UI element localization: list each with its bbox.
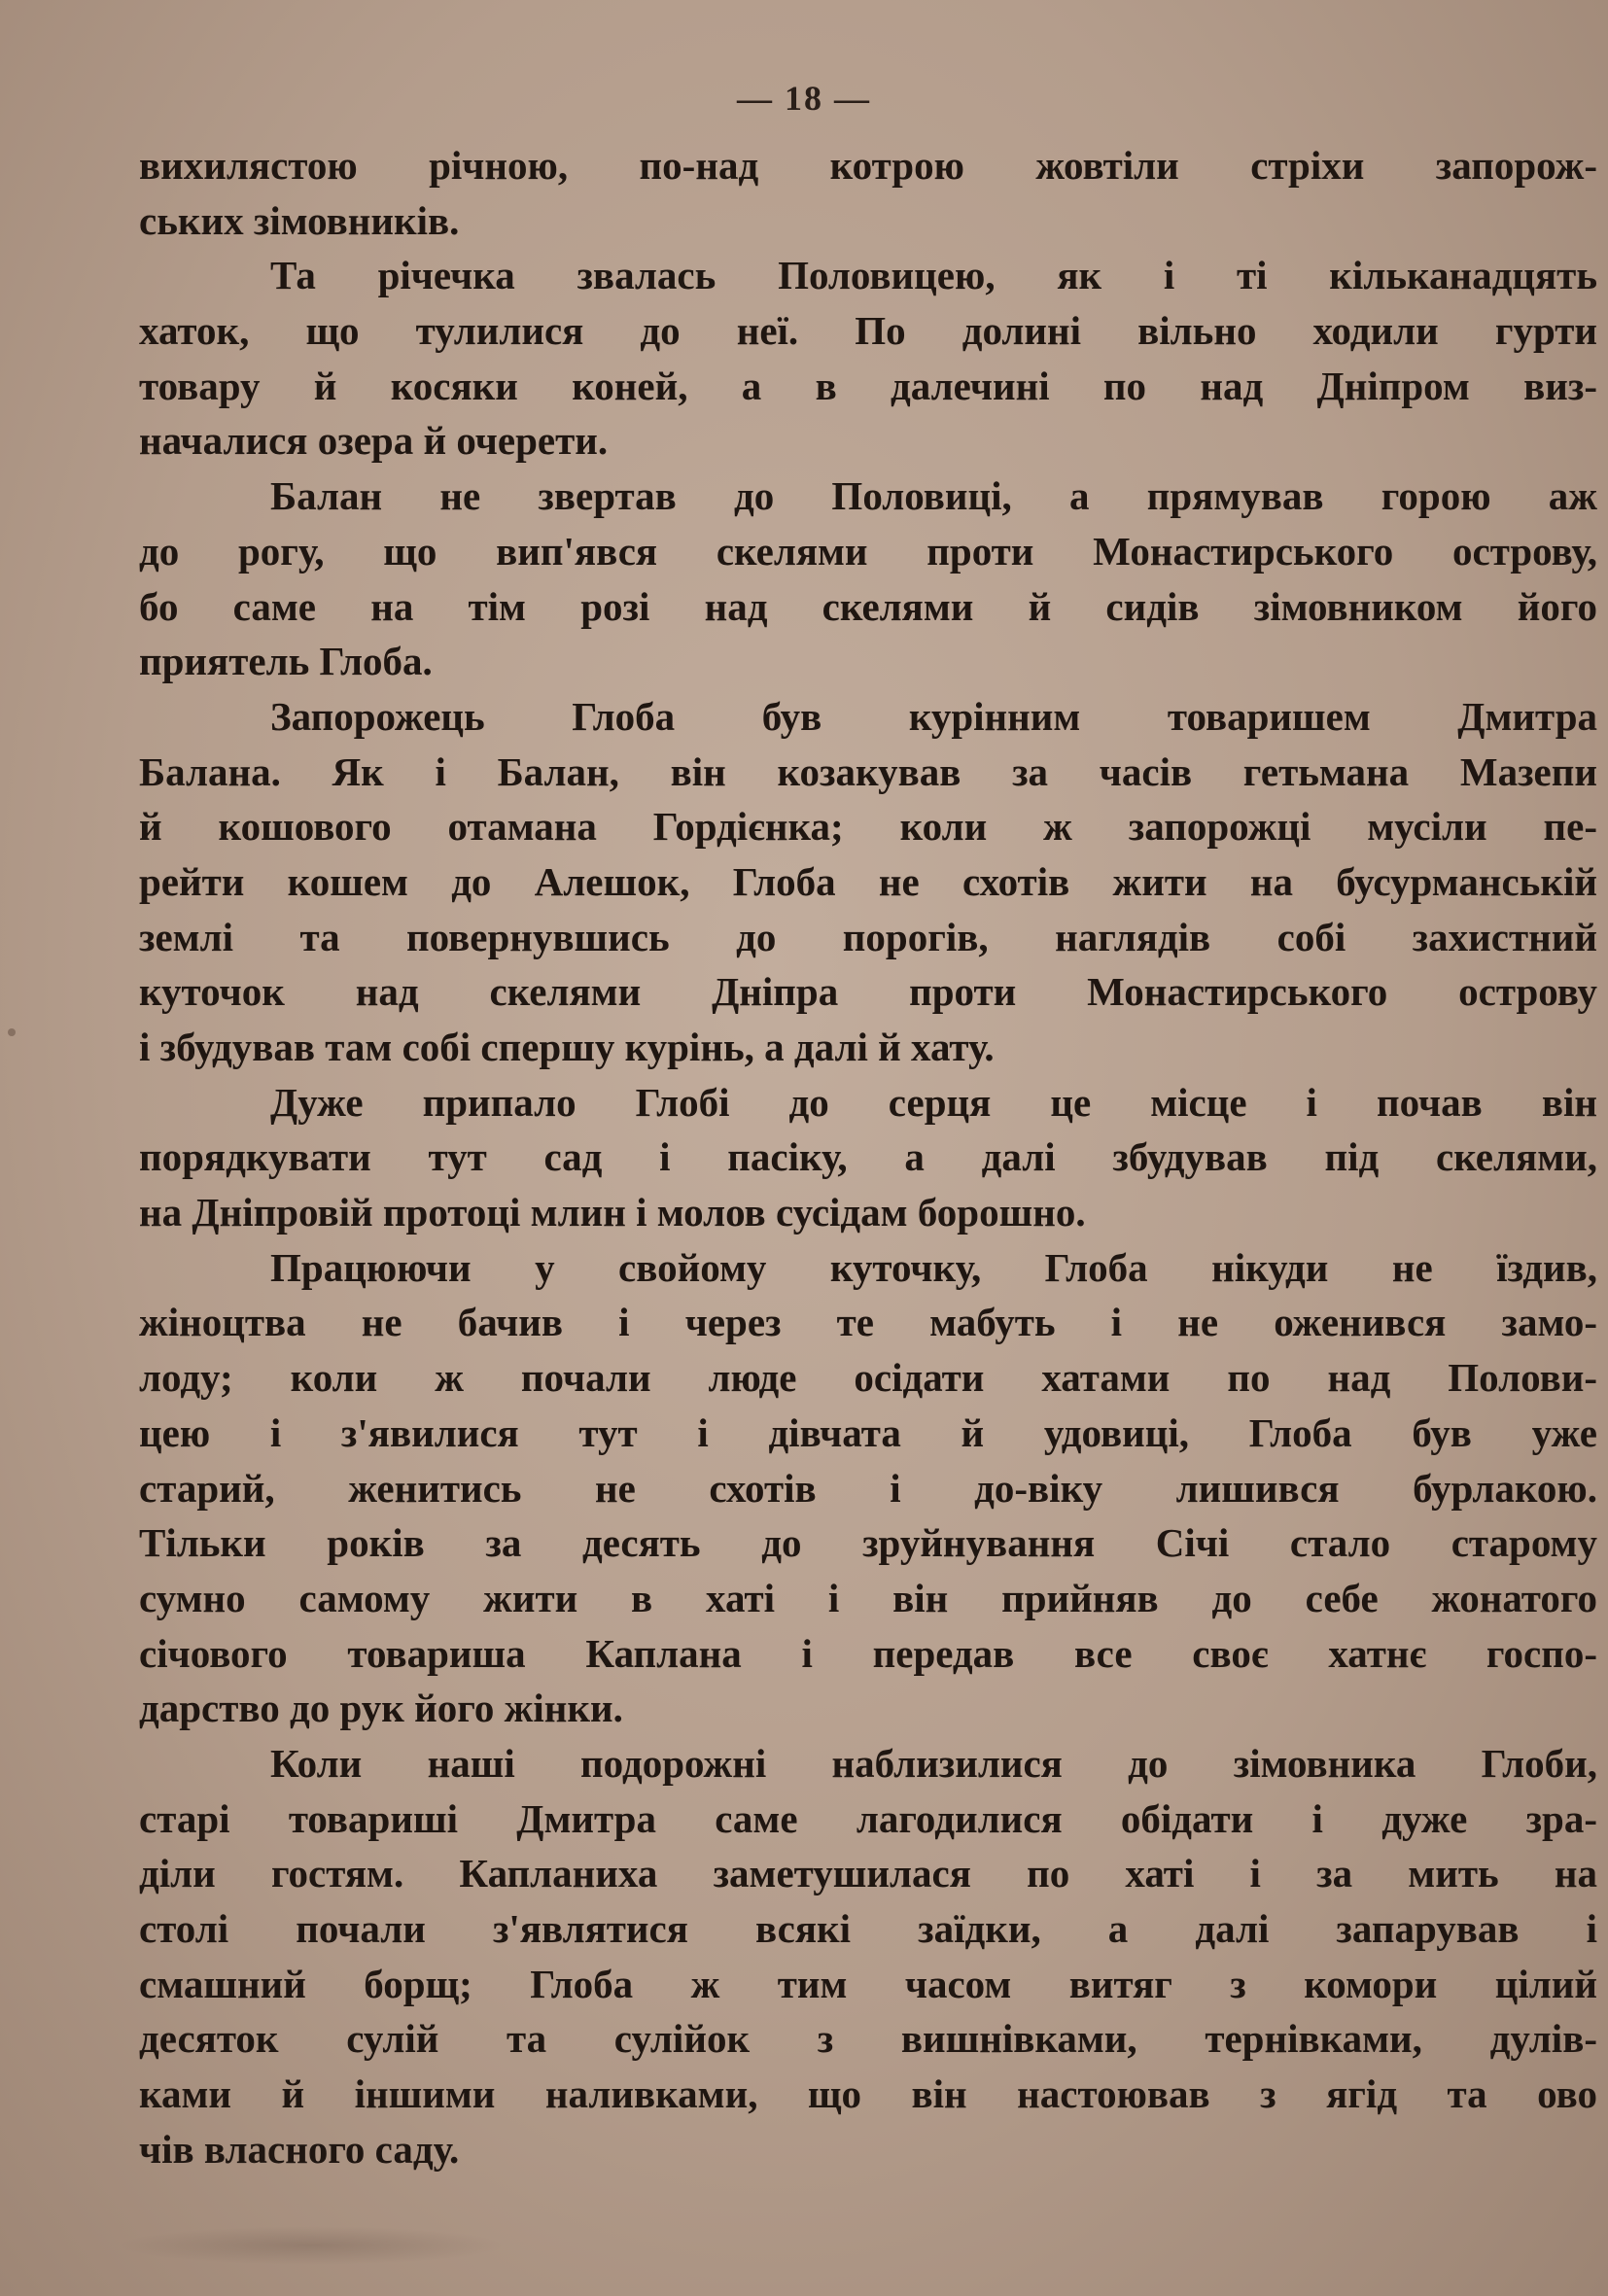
text-line: бо саме на тім розі над скелями й сидів зімовником його [139,583,1597,629]
text-line: лоду; коли ж почали люде осідати хатами по над Полови- [139,1355,1597,1401]
text-line: до рогу, що вип'явся скелями проти Монастирського острову, [139,528,1597,574]
text-line: товару й косяки коней, а в далечині по над Дніпром виз- [139,363,1597,408]
text-line: вихилястою річною, по-над котрою жовтіли стріхи запорож- [139,143,1597,188]
text-line: приятель Глоба. [139,639,433,684]
text-line: діли гостям. Капланиха заметушилася по хаті і за мить на [139,1851,1597,1896]
text-line: землі та повернувшись до порогів, наглядів собі захистний [139,914,1597,959]
text-line: чів власного саду. [139,2126,460,2172]
text-line: і збудував там собі спершу курінь, а далі й хату. [139,1025,995,1069]
text-line: старий, женитись не схотів і до-віку лишився бурлакою. [139,1465,1597,1511]
text-line: сумно самому жити в хаті і він прийняв до себе жонатого [139,1575,1597,1620]
text-line: порядкувати тут сад і пасіку, а далі збудував під скелями, [139,1134,1597,1180]
text-line: ками й іншими наливками, що він настоював з ягід та ово [139,2071,1597,2117]
text-line: на Дніпровій протоці млин і молов сусідам борошно. [139,1190,1086,1235]
text-line: Запорожець Глоба був курінним товаришем Дмитра [270,693,1597,739]
text-line: рейти кошем до Алешок, Глоба не схотів жити на бусурманській [139,858,1597,904]
text-line: Коли наші подорожні наблизилися до зімовника Глоби, [270,1740,1597,1786]
text-line: смашний борщ; Глоба ж тим часом витяг з комори цілий [139,1961,1597,2006]
text-line: десяток сулій та сулійок з вишнівками, тернівками, дулів- [139,2016,1597,2062]
text-line: жіноцтва не бачив і через те мабуть і не оженився замо- [139,1300,1597,1345]
text-line: Та річечка звалась Половицею, як і ті кільканадцять [270,253,1597,298]
text-line: січового товариша Каплана і передав все своє хатнє госпо- [139,1630,1597,1676]
text-line: куточок над скелями Дніпра проти Монастирського острову [139,969,1597,1015]
ink-speck [8,1028,16,1036]
text-line: Балан не звертав до Половиці, а прямував горою аж [270,473,1597,519]
text-line: Балана. Як і Балан, він козакував за часів гетьмана Мазепи [139,748,1597,794]
text-line: цею і з'явилися тут і дівчата й удовиці, Глоба був уже [139,1409,1597,1455]
text-line: старі товариші Дмитра саме лагодилися обідати і дуже зра- [139,1795,1597,1841]
text-line: Тільки років за десять до зруйнування Січі стало старому [139,1520,1597,1566]
body-text [139,138,1597,2176]
text-line: хаток, що тулилися до неї. По долині вільно ходили гурти [139,308,1597,354]
page-number: — 18 — [737,79,871,118]
text-line: дарство до рук його жінки. [139,1686,623,1731]
text-line: началися озера й очерети. [139,418,609,464]
text-line: столі почали з'являтися всякі заїдки, а далі запарував і [139,1906,1597,1951]
page-smudge [117,2226,506,2265]
text-line: й кошового отамана Гордієнка; коли ж запорожці мусіли пе- [139,804,1597,850]
text-line: ських зімовників. [139,197,460,243]
text-line: Дуже припало Глобі до серця це місце і почав він [270,1079,1597,1125]
text-line: Працюючи у свойому куточку, Глоба нікуди не їздив, [270,1244,1597,1290]
